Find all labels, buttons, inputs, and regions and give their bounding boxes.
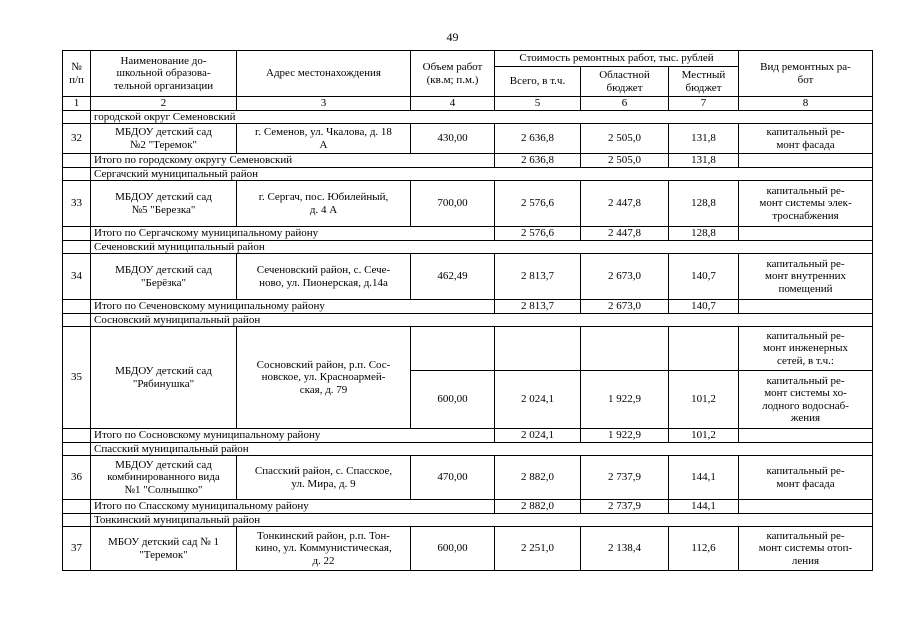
subtotal-row [63, 154, 873, 168]
subtotal-row [63, 227, 873, 241]
cost-regional: 2 447,8 [581, 181, 669, 227]
repair-type: капитальный ре- монт системы элек- троснабжения [739, 181, 873, 227]
repair-type: капитальный ре- монт системы отоп- ления [739, 527, 873, 571]
header-regional: Областной бюджет [581, 67, 669, 97]
cost-local: 101,2 [669, 371, 739, 429]
section-title: городской округ Семеновский [91, 110, 873, 124]
repair-type-sub: капитальный ре- монт системы хо- лодного водоснаб- жения [739, 371, 873, 429]
work-volume: 430,00 [411, 124, 495, 154]
work-volume: 700,00 [411, 181, 495, 227]
subtotal-label: Итого по Сергачскому муниципальному району [91, 227, 495, 241]
repair-type: капитальный ре- монт фасада [739, 124, 873, 154]
table-row [63, 527, 873, 571]
repair-type: капитальный ре- монт инженерных сетей, в т.ч.: [739, 327, 873, 371]
col-number: 1 [63, 97, 91, 111]
cost-total: 2 251,0 [495, 527, 581, 571]
subtotal-label: Итого по Сосновскому муниципальному району [91, 429, 495, 443]
row-num: 35 [63, 327, 91, 429]
subtotal-local: 140,7 [669, 300, 739, 314]
cost-local: 131,8 [669, 124, 739, 154]
row-num: 36 [63, 456, 91, 500]
org-address: Тонкинский район, р.п. Тон- кино, ул. Коммунистическая, д. 22 [237, 527, 411, 571]
cost-total: 2 882,0 [495, 456, 581, 500]
org-address: г. Семенов, ул. Чкалова, д. 18 А [237, 124, 411, 154]
header-local: Местный бюджет [669, 67, 739, 97]
subtotal-row [63, 500, 873, 514]
row-num: 33 [63, 181, 91, 227]
cost-total: 2 813,7 [495, 254, 581, 300]
section-title: Сергачский муниципальный район [91, 167, 873, 181]
cost-regional: 2 138,4 [581, 527, 669, 571]
col-number: 3 [237, 97, 411, 111]
org-name: МБДОУ детский сад комбинированного вида №1 "Солнышко" [91, 456, 237, 500]
org-name: МБДОУ детский сад "Рябинушка" [91, 327, 237, 429]
subtotal-local: 131,8 [669, 154, 739, 168]
cost-total: 2 636,8 [495, 124, 581, 154]
org-name: МБДОУ детский сад №5 "Березка" [91, 181, 237, 227]
cost-local: 140,7 [669, 254, 739, 300]
col-number: 2 [91, 97, 237, 111]
table-row [63, 254, 873, 300]
org-name: МБДОУ детский сад "Берёзка" [91, 254, 237, 300]
header-name: Наименование до- школьной образова- тельной организации [91, 51, 237, 97]
row-num: 34 [63, 254, 91, 300]
table-row [63, 124, 873, 154]
col-number: 7 [669, 97, 739, 111]
subtotal-row [63, 429, 873, 443]
section-title: Сосновский муниципальный район [91, 313, 873, 327]
cost-regional: 2 737,9 [581, 456, 669, 500]
subtotal-total: 2 636,8 [495, 154, 581, 168]
work-volume: 600,00 [411, 527, 495, 571]
subtotal-label: Итого по Сеченовскому муниципальному району [91, 300, 495, 314]
header-total: Всего, в т.ч. [495, 67, 581, 97]
section-title: Спасский муниципальный район [91, 442, 873, 456]
subtotal-total: 2 024,1 [495, 429, 581, 443]
subtotal-local: 101,2 [669, 429, 739, 443]
col-number: 4 [411, 97, 495, 111]
subtotal-regional: 2 737,9 [581, 500, 669, 514]
section-title: Сеченовский муниципальный район [91, 240, 873, 254]
cost-total: 2 576,6 [495, 181, 581, 227]
row-num: 32 [63, 124, 91, 154]
row-num: 37 [63, 527, 91, 571]
subtotal-row [63, 300, 873, 314]
table-row [63, 181, 873, 227]
cost-local: 128,8 [669, 181, 739, 227]
subtotal-regional: 2 673,0 [581, 300, 669, 314]
table-row [63, 327, 873, 371]
subtotal-regional: 2 505,0 [581, 154, 669, 168]
col-number: 6 [581, 97, 669, 111]
org-name: МБОУ детский сад № 1 "Теремок" [91, 527, 237, 571]
org-address: г. Сергач, пос. Юбилейный, д. 4 А [237, 181, 411, 227]
subtotal-local: 144,1 [669, 500, 739, 514]
repair-works-table [62, 50, 873, 571]
header-volume: Объем работ (кв.м; п.м.) [411, 51, 495, 97]
header-repair-type: Вид ремонтных ра- бот [739, 51, 873, 97]
cost-local: 144,1 [669, 456, 739, 500]
col-number: 5 [495, 97, 581, 111]
repair-type: капитальный ре- монт внутренних помещений [739, 254, 873, 300]
org-address: Сосновский район, р.п. Сос- новское, ул. Красноармей- ская, д. 79 [237, 327, 411, 429]
table-row [63, 456, 873, 500]
subtotal-label: Итого по городскому округу Семеновский [91, 154, 495, 168]
subtotal-total: 2 576,6 [495, 227, 581, 241]
cost-local: 112,6 [669, 527, 739, 571]
cost-regional: 1 922,9 [581, 371, 669, 429]
work-volume: 470,00 [411, 456, 495, 500]
subtotal-regional: 1 922,9 [581, 429, 669, 443]
work-volume: 600,00 [411, 371, 495, 429]
org-address: Спасский район, с. Спасское, ул. Мира, д. 9 [237, 456, 411, 500]
header-cost-group: Стоимость ремонтных работ, тыс. рублей [495, 51, 739, 67]
section-title: Тонкинский муниципальный район [91, 513, 873, 527]
work-volume: 462,49 [411, 254, 495, 300]
subtotal-regional: 2 447,8 [581, 227, 669, 241]
header-num: № п/п [63, 51, 91, 97]
header-address: Адрес местонахождения [237, 51, 411, 97]
org-name: МБДОУ детский сад №2 "Теремок" [91, 124, 237, 154]
cost-regional: 2 505,0 [581, 124, 669, 154]
subtotal-label: Итого по Спасскому муниципальному району [91, 500, 495, 514]
cost-total: 2 024,1 [495, 371, 581, 429]
cost-regional: 2 673,0 [581, 254, 669, 300]
subtotal-total: 2 882,0 [495, 500, 581, 514]
repair-type: капитальный ре- монт фасада [739, 456, 873, 500]
col-number: 8 [739, 97, 873, 111]
column-number-row [63, 97, 873, 111]
subtotal-local: 128,8 [669, 227, 739, 241]
subtotal-total: 2 813,7 [495, 300, 581, 314]
page-number: 49 [446, 30, 459, 44]
org-address: Сеченовский район, с. Сече- ново, ул. Пионерская, д.14а [237, 254, 411, 300]
